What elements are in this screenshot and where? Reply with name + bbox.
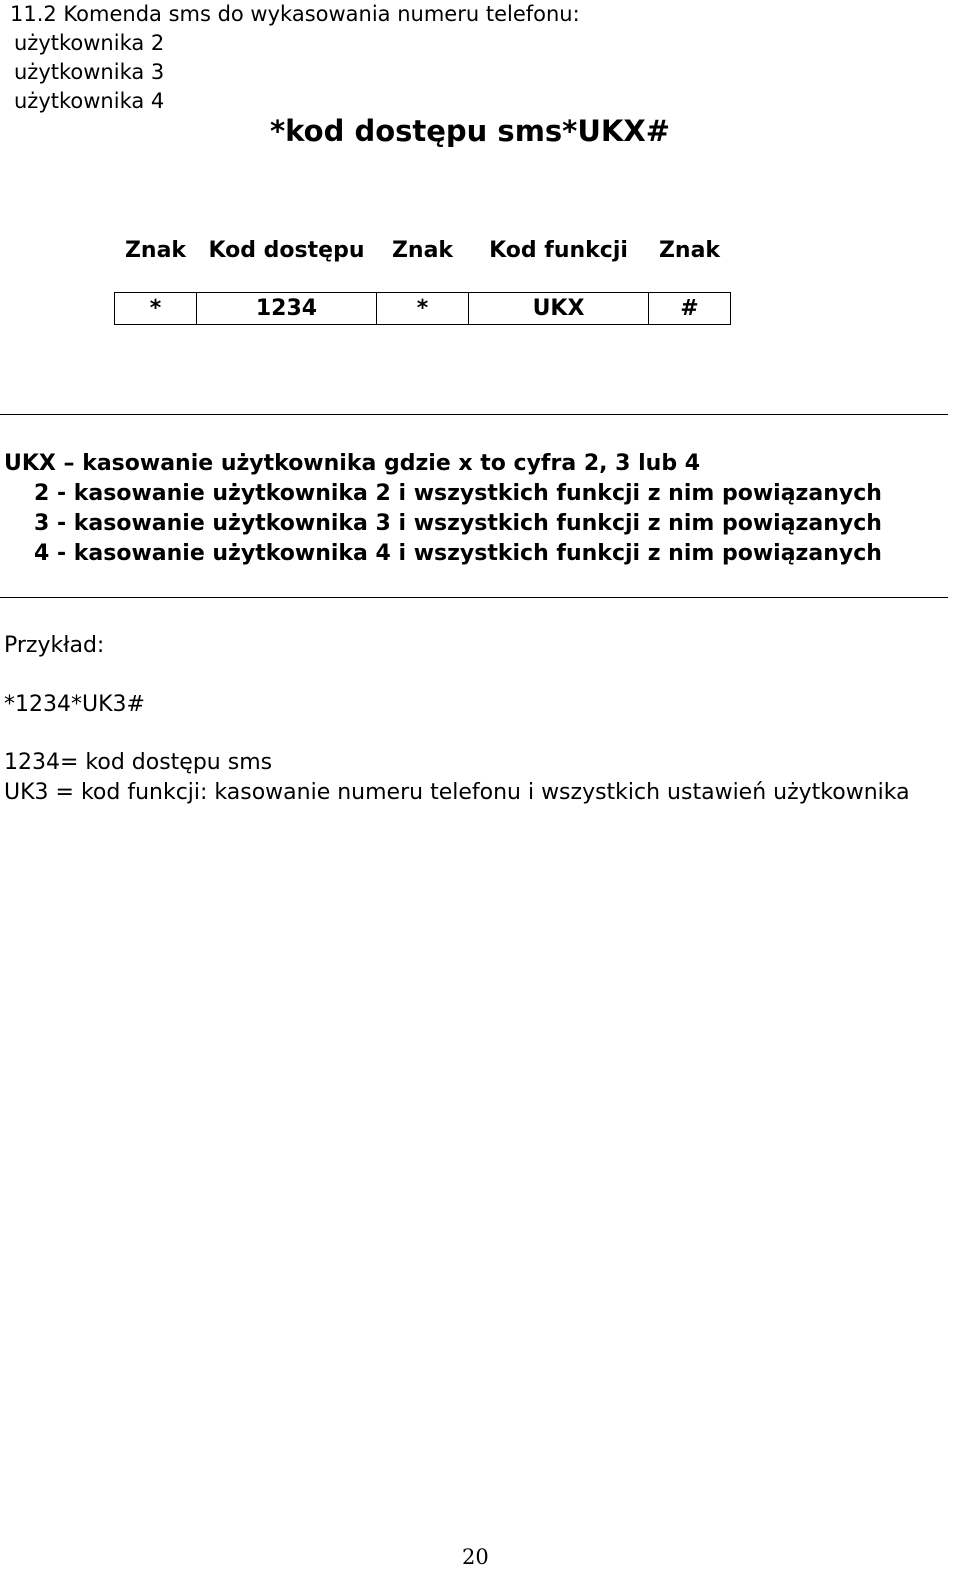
value-cell: #: [649, 293, 731, 325]
user-line-4: użytkownika 4: [14, 89, 165, 113]
page-number: 20: [462, 1545, 489, 1569]
command-table-header-row: [115, 228, 731, 272]
user-line-2: użytkownika 2: [14, 31, 165, 55]
header-cell: Znak: [124, 237, 187, 263]
command-syntax: *kod dostępu sms*UKX#: [270, 114, 671, 148]
description-item: 3 - kasowanie użytkownika 3 i wszystkich funkcji z nim powiązanych: [34, 511, 882, 536]
spacer-cell: [377, 272, 469, 293]
function-description: [4, 449, 882, 569]
spacer-cell: [469, 272, 649, 293]
example-code: *1234*UK3#: [4, 692, 145, 717]
divider-top: [0, 414, 948, 415]
command-table-value-row: [115, 293, 731, 325]
header-cell: Kod funkcji: [489, 237, 628, 263]
spacer-cell: [649, 272, 731, 293]
divider-bottom: [0, 597, 948, 598]
description-item: 2 - kasowanie użytkownika 2 i wszystkich funkcji z nim powiązanych: [34, 481, 882, 506]
user-line-3: użytkownika 3: [14, 60, 165, 84]
example-label: Przykład:: [4, 633, 105, 658]
spacer-cell: [197, 272, 377, 293]
command-table-spacer-row: [115, 272, 731, 293]
example-definition: 1234= kod dostępu sms: [4, 750, 273, 775]
value-cell: UKX: [469, 293, 649, 325]
description-item: 4 - kasowanie użytkownika 4 i wszystkich funkcji z nim powiązanych: [34, 541, 882, 566]
value-cell: 1234: [197, 293, 377, 325]
section-heading: [10, 0, 580, 116]
command-table: [114, 228, 731, 325]
value-cell: *: [115, 293, 197, 325]
header-cell: Kod dostępu: [208, 237, 365, 263]
section-title: 11.2 Komenda sms do wykasowania numeru telefonu:: [10, 2, 580, 26]
header-cell: Znak: [658, 237, 721, 263]
spacer-cell: [115, 272, 197, 293]
header-cell: Znak: [391, 237, 454, 263]
description-main: UKX – kasowanie użytkownika gdzie x to cyfra 2, 3 lub 4: [4, 451, 701, 476]
value-cell: *: [377, 293, 469, 325]
example-definition: UK3 = kod funkcji: kasowanie numeru telefonu i wszystkich ustawień użytkownika: [4, 780, 910, 805]
